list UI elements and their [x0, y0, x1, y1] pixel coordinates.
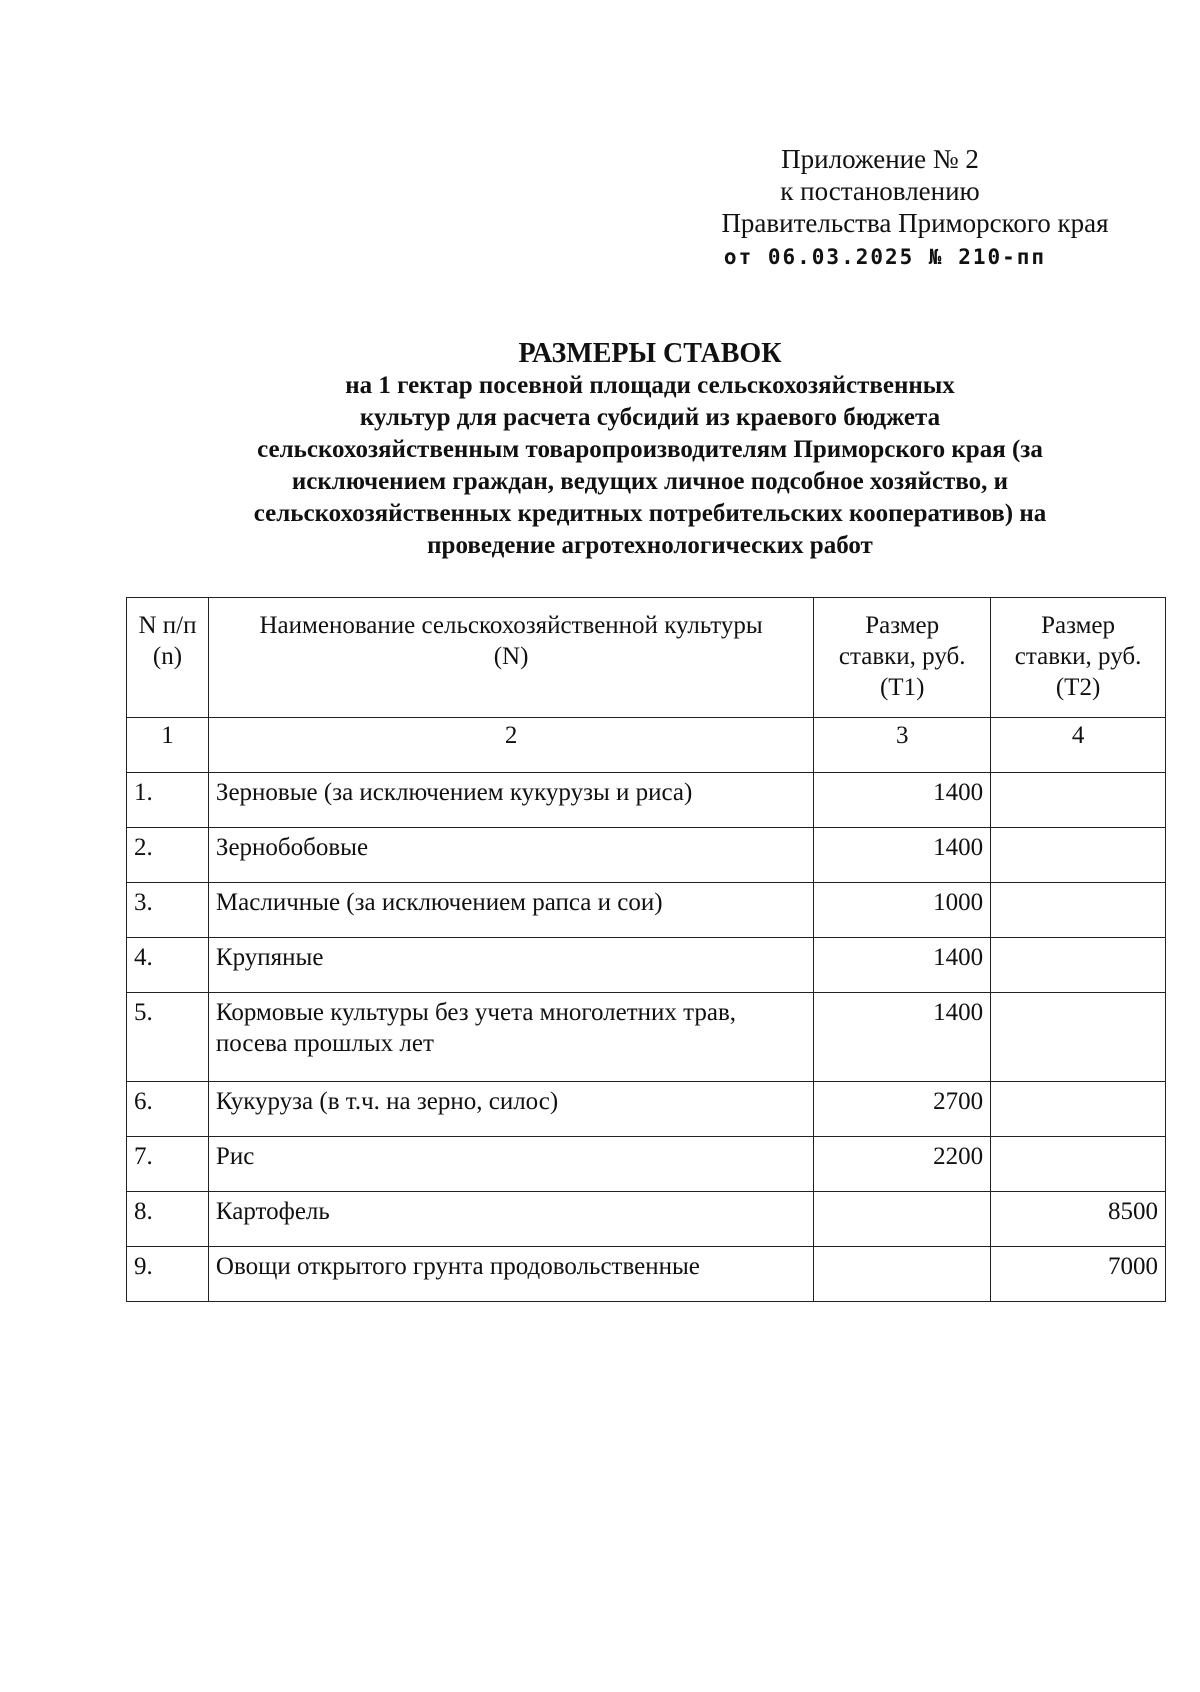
column-number: 3	[814, 718, 991, 773]
row-index: 3.	[127, 883, 209, 938]
crop-name: Крупяные	[208, 938, 813, 993]
header-t1-line2: ставки, руб.	[838, 643, 966, 670]
appendix-to-resolution: к постановлению	[780, 176, 980, 206]
crop-name: Картофель	[208, 1192, 813, 1247]
rate-t2	[991, 773, 1166, 828]
header-index	[127, 598, 209, 718]
title-line: сельскохозяйственных кредитных потребительских кооперативов) на	[253, 500, 1047, 527]
appendix-header	[680, 143, 1150, 273]
table-row	[127, 1247, 1166, 1302]
row-index: 6.	[127, 1082, 209, 1137]
rate-t1: 1400	[814, 828, 991, 883]
rate-t1: 2200	[814, 1137, 991, 1192]
header-rate-t1	[814, 598, 991, 718]
table-row	[127, 993, 1166, 1082]
table-row	[127, 1192, 1166, 1247]
resolution-date-number: от 06.03.2025 № 210-пп	[723, 245, 1047, 269]
document-title	[150, 338, 1150, 562]
header-crop-name	[208, 598, 813, 718]
appendix-government: Правительства Приморского края	[721, 208, 1109, 238]
title-line: культур для расчета субсидий из краевого бюджета	[359, 404, 941, 431]
header-index-code: (n)	[152, 643, 183, 670]
row-index: 4.	[127, 938, 209, 993]
row-index: 8.	[127, 1192, 209, 1247]
title-line: сельскохозяйственным товаропроизводителям Приморского края (за	[257, 436, 1043, 463]
rate-t1: 2700	[814, 1082, 991, 1137]
rate-t1	[814, 1192, 991, 1247]
crop-name: Зернобобовые	[208, 828, 813, 883]
crop-name: Кормовые культуры без учета многолетних трав, посева прошлых лет	[208, 993, 813, 1082]
title-line: исключением граждан, ведущих личное подсобное хозяйство, и	[291, 468, 1009, 495]
table-header-row	[127, 598, 1166, 718]
header-rate-t2	[991, 598, 1166, 718]
header-index-label: N п/п	[138, 612, 197, 639]
appendix-number: Приложение № 2	[781, 144, 979, 174]
header-t2-line2: ставки, руб.	[1014, 643, 1142, 670]
rate-t2	[991, 1137, 1166, 1192]
column-number-row	[127, 718, 1166, 773]
column-number: 4	[991, 718, 1166, 773]
header-t1-line1: Размер	[865, 612, 940, 639]
row-index: 9.	[127, 1247, 209, 1302]
header-t2-code: (Т2)	[1055, 674, 1101, 701]
rate-t2	[991, 828, 1166, 883]
title-line: проведение агротехнологических работ	[427, 532, 873, 559]
column-number: 2	[208, 718, 813, 773]
table-row	[127, 828, 1166, 883]
header-t1-code: (Т1)	[879, 674, 925, 701]
rate-t1: 1400	[814, 938, 991, 993]
row-index: 5.	[127, 993, 209, 1082]
title-main: РАЗМЕРЫ СТАВОК	[518, 338, 782, 369]
crop-name: Кукуруза (в т.ч. на зерно, силос)	[208, 1082, 813, 1137]
table-row	[127, 883, 1166, 938]
column-number: 1	[127, 718, 209, 773]
rate-t1: 1400	[814, 993, 991, 1082]
rate-t2	[991, 1082, 1166, 1137]
crop-name: Овощи открытого грунта продовольственные	[208, 1247, 813, 1302]
header-crop-label: Наименование сельскохозяйственной культуры	[259, 612, 763, 639]
table-row	[127, 1082, 1166, 1137]
crop-name: Масличные (за исключением рапса и сои)	[208, 883, 813, 938]
row-index: 2.	[127, 828, 209, 883]
rate-t2	[991, 993, 1166, 1082]
rate-t2: 8500	[991, 1192, 1166, 1247]
header-t2-line1: Размер	[1041, 612, 1116, 639]
rate-t2	[991, 883, 1166, 938]
table-row	[127, 938, 1166, 993]
rate-t2	[991, 938, 1166, 993]
crop-name: Рис	[208, 1137, 813, 1192]
table-row	[127, 773, 1166, 828]
row-index: 7.	[127, 1137, 209, 1192]
row-index: 1.	[127, 773, 209, 828]
title-line: на 1 гектар посевной площади сельскохозяйственных	[345, 372, 955, 399]
rates-table	[126, 597, 1166, 1302]
rate-t1	[814, 1247, 991, 1302]
header-crop-code: (N)	[493, 643, 529, 670]
crop-name: Зерновые (за исключением кукурузы и риса)	[208, 773, 813, 828]
rate-t1: 1000	[814, 883, 991, 938]
rate-t1: 1400	[814, 773, 991, 828]
rate-t2: 7000	[991, 1247, 1166, 1302]
table-row	[127, 1137, 1166, 1192]
